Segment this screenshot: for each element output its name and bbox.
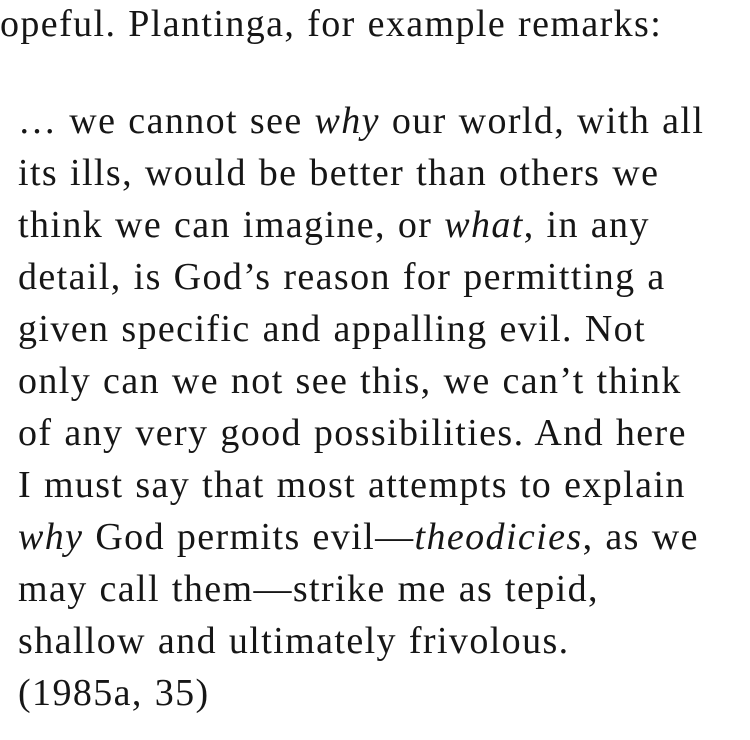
quote-line xyxy=(18,251,704,303)
quote-line xyxy=(18,563,704,615)
citation-text: (1985a, 35) xyxy=(18,672,210,714)
text-segment: given specific and appalling evil. Not xyxy=(18,308,647,350)
italic-segment: theodicies xyxy=(414,516,583,558)
text-segment: may call them—strike me as tepid, xyxy=(18,568,599,610)
blockquote xyxy=(18,95,704,719)
quote-line xyxy=(18,303,704,355)
italic-segment: what xyxy=(444,204,524,246)
text-segment: its ills, would be better than others we xyxy=(18,152,660,194)
quote-line xyxy=(18,147,704,199)
text-segment: God permits evil— xyxy=(83,516,415,558)
italic-segment: why xyxy=(18,516,84,558)
paragraph-text xyxy=(0,0,662,50)
text-segment: detail, is God’s reason for permitting a xyxy=(18,256,666,298)
text-segment: I must say that most attempts to explain xyxy=(18,464,686,506)
quote-line xyxy=(18,615,704,667)
quote-line xyxy=(18,407,704,459)
quote-line xyxy=(18,199,704,251)
text-segment: think we can imagine, or xyxy=(18,204,445,246)
italic-segment: why xyxy=(314,100,380,142)
intro-text: opeful. Plantinga, for example remarks: xyxy=(0,3,663,45)
text-segment: , as we xyxy=(582,516,699,558)
quote-line xyxy=(18,511,704,563)
text-segment: shallow and ultimately frivolous. xyxy=(18,620,570,662)
citation-line xyxy=(18,667,704,719)
quote-line xyxy=(18,459,704,511)
text-segment: … we cannot see xyxy=(18,100,315,142)
text-segment: our world, with all xyxy=(379,100,705,142)
text-segment: only can we not see this, we can’t think xyxy=(18,360,682,402)
quote-line xyxy=(18,95,704,147)
text-segment: , in any xyxy=(523,204,650,246)
quote-line xyxy=(18,355,704,407)
text-segment: of any very good possibilities. And here xyxy=(18,412,687,454)
